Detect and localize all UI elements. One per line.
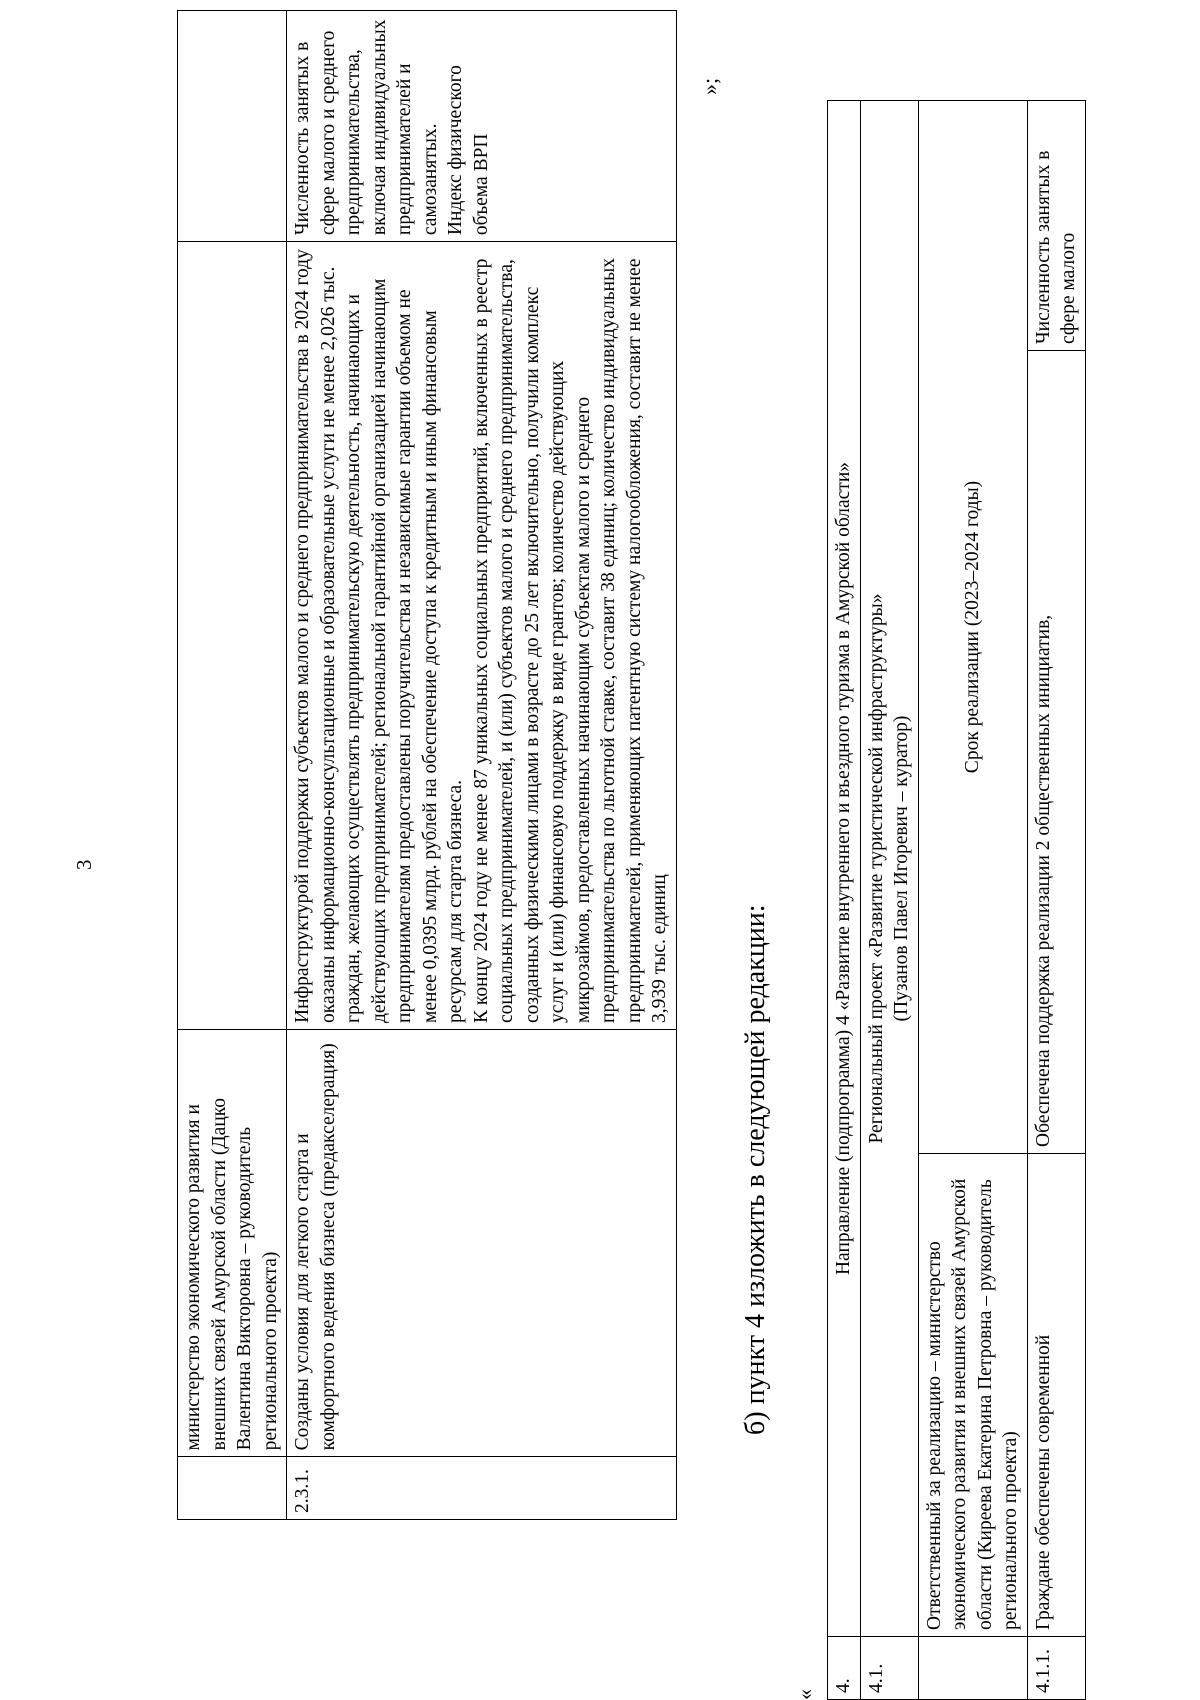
cell-direction: Направление (подпрограмма) 4 «Развитие внутреннего и въездного туризма в Амурской области»	[828, 101, 861, 1637]
cell-task-name: Граждане обеспечены современной	[1027, 1154, 1085, 1637]
table-row	[287, 11, 677, 1520]
table-subprogram-2	[177, 10, 677, 1520]
cell-indicator	[287, 11, 677, 242]
cell-indicator	[178, 11, 287, 242]
table-row	[918, 101, 1027, 1700]
opening-quote: «	[792, 1689, 817, 1700]
table-row	[178, 11, 287, 1520]
page-number: 3	[72, 859, 96, 870]
amendment-heading: б) пункт 4 изложить в следующей редакции:	[740, 904, 771, 1435]
cell-indicator: Численность занятых в сфере малого	[1027, 101, 1085, 351]
table-row	[1027, 101, 1085, 1700]
indicator-2: Индекс физического объема ВРП	[445, 65, 492, 236]
cell-result	[287, 242, 677, 1030]
cell-result	[178, 242, 287, 1030]
cell-number: 2.3.1.	[287, 1457, 677, 1520]
project-title: Региональный проект «Развитие туристической инфраструктуры»	[865, 593, 887, 1144]
cell-task-name: Созданы условия для легкого старта и комфортного ведения бизнеса (предакселерация)	[287, 1029, 677, 1456]
result-paragraph-1: Инфраструктурой поддержки субъектов малого и среднего предпринимательства в 2024 году оказаны информационно-консультационные и образовательные услуги не менее 2,026 тыс. граждан, желающих осуществлять предпринимательскую деятельность, начинающих и действующих предпринимателей; региональной гарантийной организацией начинающим предпринимателям предоставлены поручительства и независимые гарантии объемом не менее 0,0395 млрд. рублей на обеспечение доступа к кредитным и иным финансовым ресурсам для старта бизнеса.	[292, 249, 466, 1023]
cell-empty	[918, 1637, 1027, 1700]
result-paragraph-2: К концу 2024 году не менее 87 уникальных социальных предприятий, включенных в реестр социальных предпринимателей, и (или) субъектов малого и среднего предпринимательства, созданных физическими лицами в возрасте до 25 лет включительно, получили комплекс услуг и (или) финансовую поддержку в виде грантов; количество действующих микрозаймов, предоставленных начинающим субъектам малого и среднего предпринимательства по льготной ставке, составит 38 единиц; количество индивидуальных предпринимателей, применяющих патентную систему налогообложения, составит не менее 3,939 тыс. единиц	[470, 258, 670, 1023]
table-row	[860, 101, 918, 1700]
cell-number: 4.1.1.	[1027, 1637, 1085, 1700]
project-curator: (Пузанов Павел Игоревич – куратор)	[891, 715, 912, 1022]
closing-quote: »;	[697, 77, 722, 95]
cell-number: 4.	[828, 1637, 861, 1700]
cell-responsible: министерство экономического развития и внешних связей Амурской области (Дацко Валентина Викторовна – руководитель регионального проекта)	[178, 1029, 287, 1456]
cell-number: 4.1.	[860, 1637, 918, 1700]
cell-result: Обеспечена поддержка реализации 2 общественных инициатив,	[1027, 351, 1085, 1154]
table-subprogram-4	[827, 100, 1086, 1700]
cell-project	[860, 101, 918, 1637]
indicator-1: Численность занятых в сфере малого и среднего предпринимательства, включая индивидуальных предпринимателей и самозанятых.	[292, 19, 441, 236]
cell-number	[178, 1457, 287, 1520]
cell-period: Срок реализации (2023–2024 годы)	[918, 101, 1027, 1154]
table-row	[828, 101, 861, 1700]
cell-responsible: Ответственный за реализацию – министерство экономического развития и внешних связей Амурской области (Киреева Екатерина Петровна – руководитель регионального проекта)	[918, 1154, 1027, 1637]
